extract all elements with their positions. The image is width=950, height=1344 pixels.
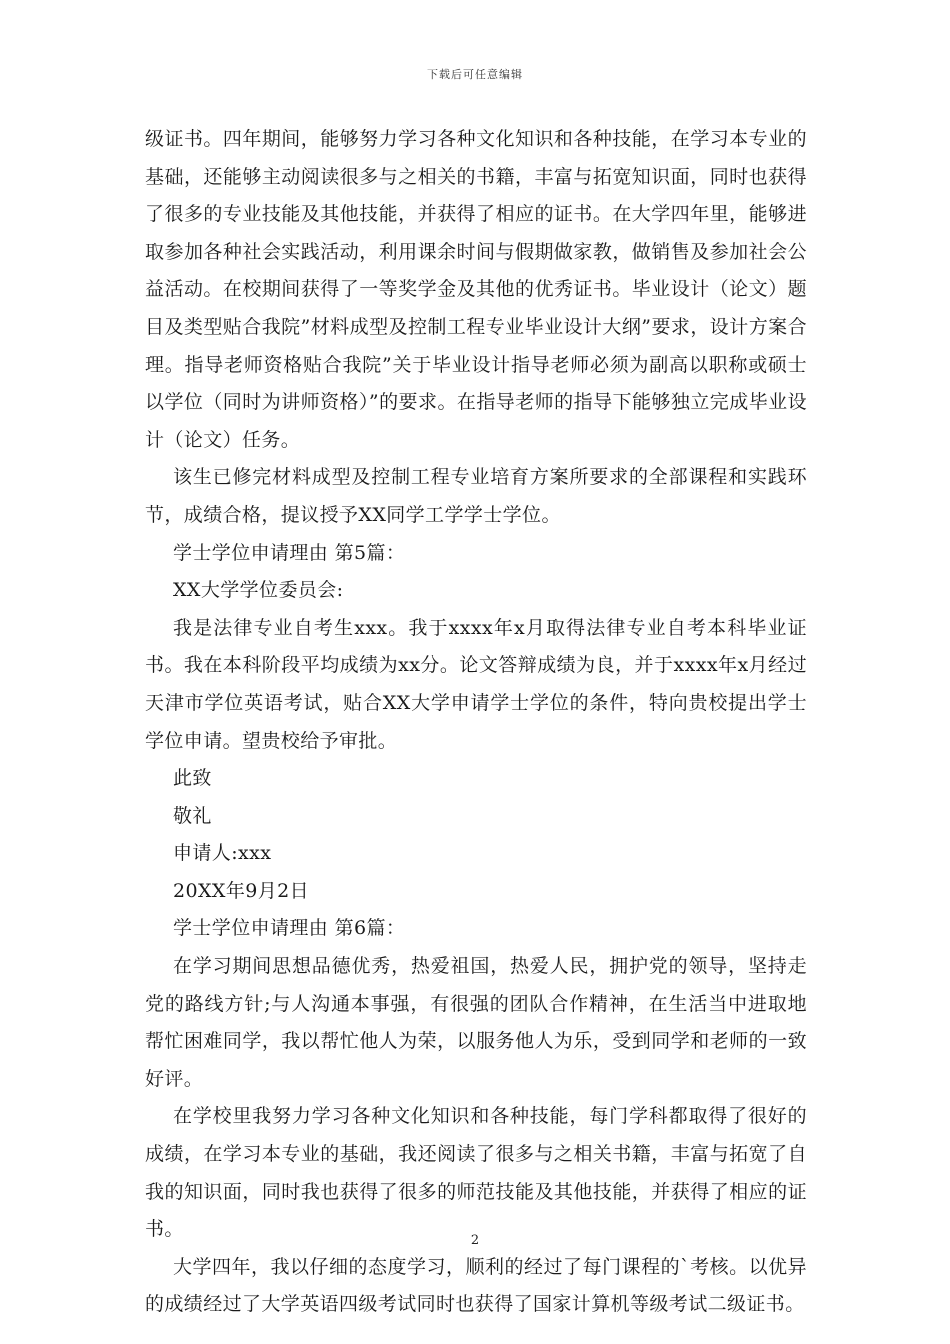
closing-line: 此致 xyxy=(173,767,212,790)
salutation: XX大学学位委员会: xyxy=(173,579,344,602)
paragraph: 该生已修完材料成型及控制工程专业培育方案所要求的全部课程和实践环节，成绩合格，提议授予XX同学工学学士学位。 xyxy=(145,466,807,526)
page-number: 2 xyxy=(470,1233,480,1248)
section-heading: 学士学位申请理由 第6篇： xyxy=(173,917,406,940)
section-heading: 学士学位申请理由 第5篇： xyxy=(173,541,406,564)
signature-line: 申请人:xxx xyxy=(173,842,272,865)
document-body xyxy=(145,121,807,1324)
paragraph: 大学四年，我以仔细的态度学习，顺利的经过了每门课程的`考核。以优异的成绩经过了大学英语四级考试同时也获得了国家计算机等级考试二级证书。 xyxy=(145,1255,807,1316)
paragraph: 级证书。四年期间，能够努力学习各种文化知识和各种技能，在学习本专业的基础，还能够主动阅读很多与之相关的书籍，丰富与拓宽知识面，同时也获得了很多的专业技能及其他技能，并获得了相应的证书。在大学四年里，能够进取参加各种社会实践活动，利用课余时间与假期做家教，做销售及参加社会公益活动。在校期间获得了一等奖学金及其他的优秀证书。毕业设计（论文）题目及类型贴合我院”材料成型及控制工程专业毕业设计大纲”要求，设计方案合理。指导老师资格贴合我院”关于毕业设计指导老师必须为副高以职称或硕士以学位（同时为讲师资格）”的要求。在指导老师的指导下能够独立完成毕业设计（论文）任务。 xyxy=(145,128,807,451)
closing-line: 敬礼 xyxy=(173,804,212,827)
paragraph: 在学校里我努力学习各种文化知识和各种技能，每门学科都取得了很好的成绩，在学习本专业的基础，我还阅读了很多与之相关书籍，丰富与拓宽了自我的知识面，同时我也获得了很多的师范技能及其他技能，并获得了相应的证书。 xyxy=(145,1105,807,1241)
page-header: 下载后可任意编辑 xyxy=(427,68,523,81)
date-line: 20XX年9月2日 xyxy=(173,879,310,902)
paragraph: 我是法律专业自考生xxx。我于xxxx年x月取得法律专业自考本科毕业证书。我在本科阶段平均成绩为xx分。论文答辩成绩为良，并于xxxx年x月经过天津市学位英语考试，贴合XX大学申请学士学位的条件，特向贵校提出学士学位申请。望贵校给予审批。 xyxy=(145,616,807,752)
paragraph: 在学习期间思想品德优秀，热爱祖国，热爱人民，拥护党的领导，坚持走党的路线方针;与人沟通本事强，有很强的团队合作精神，在生活当中进取地帮忙困难同学，我以帮忙他人为荣，以服务他人为乐，受到同学和老师的一致好评。 xyxy=(145,955,807,1090)
